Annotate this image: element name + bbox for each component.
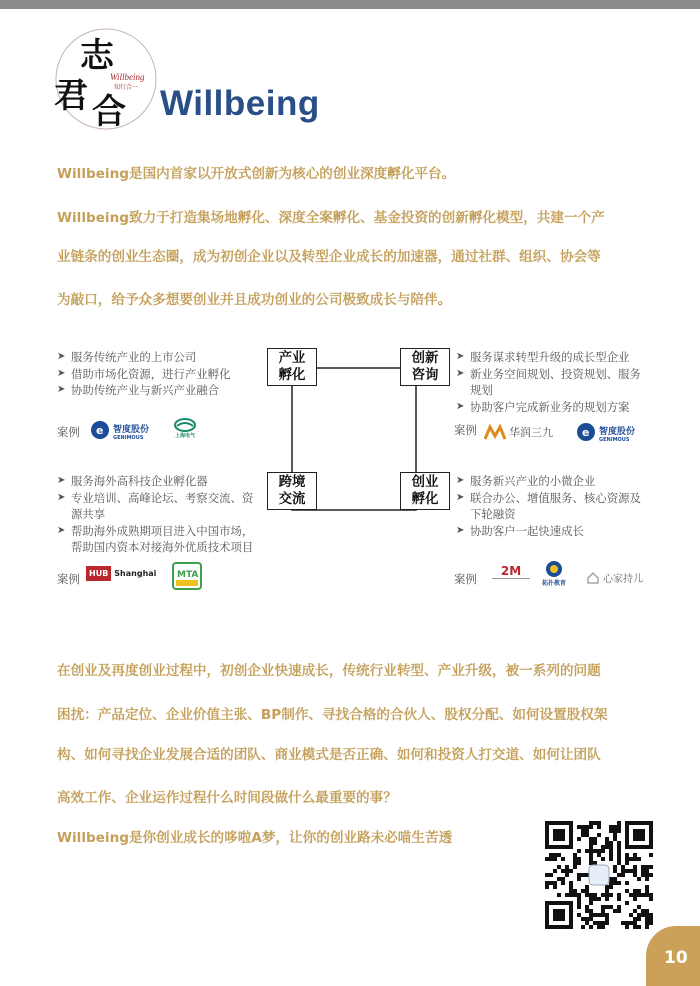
arrow-bullet-icon: ➤ [456, 367, 465, 379]
bullets-innovation [456, 349, 652, 415]
case-label: 案例 [57, 572, 80, 586]
arrow-bullet-icon: ➤ [57, 475, 66, 486]
intro-line: Willbeing是国内首家以开放式创新为核心的创业深度孵化平台。 [57, 166, 456, 182]
case-logo-mta [172, 562, 202, 590]
genimous-logo-icon [576, 422, 596, 445]
genimous-logo-icon [90, 420, 110, 443]
list-item: ➤ 专业培训、高峰论坛、考察交流、资源共享 [57, 490, 254, 521]
tuopu-logo-icon [545, 560, 563, 578]
brand-logo [52, 25, 160, 133]
case-logo-text: 智度股份 [599, 427, 636, 437]
box-cross-border [267, 472, 317, 510]
service-diagram [52, 340, 662, 600]
case-logo-shanghai-electric [174, 418, 196, 439]
qr-code-icon [545, 821, 653, 929]
list-item: ➤ 协助客户一起快速成长 [456, 523, 584, 538]
case-label: 案例 [454, 423, 477, 437]
case-logo-sub: Shanghai [114, 569, 157, 578]
logo-cn-small: 知行合一 [114, 84, 139, 91]
body-line: 在创业及再度创业过程中，初创企业快速成长，传统行业转型、产业升级，被一系列的问题 [57, 663, 601, 679]
intro-line: Willbeing致力于打造集场地孵化、深度全案孵化、基金投资的创新孵化模型，共建一个产 [57, 210, 605, 226]
logo-glyph-1: 志 [80, 36, 114, 76]
list-item: ➤ 协助客户完成新业务的规划方案 [456, 399, 630, 414]
case-logo-text: 拓扑教育 [542, 580, 567, 587]
case-logo-xinjia [586, 570, 643, 585]
case-logo-2m [492, 564, 530, 582]
list-item: ➤ 服务新兴产业的小微企业 [456, 474, 596, 488]
hub-logo-icon: HUB [86, 566, 111, 581]
case-logo-hub [86, 566, 156, 581]
body-line: 构、如何寻找企业发展合适的团队、商业模式是否正确、如何和投资人打交道、如何让团队 [57, 747, 601, 763]
mta-logo-icon [172, 562, 202, 590]
list-item: ➤ 服务传统产业的上市公司 [57, 350, 197, 364]
case-logo-sub: GENIMOUS [599, 437, 630, 443]
list-item: ➤ 服务海外高科技企业孵化器 [57, 474, 208, 488]
svg-text:e: e [582, 426, 590, 439]
2m-logo-icon: 2M [500, 564, 522, 578]
logo-glyph-2: 君 [54, 76, 88, 116]
list-item: ➤ 新业务空间规划、投资规划、服务规划 [456, 366, 641, 397]
arrow-bullet-icon: ➤ [456, 524, 465, 536]
list-item: ➤ 协助传统产业与新兴产业融合 [57, 383, 220, 397]
box-startup-incubation [400, 472, 450, 510]
brand-title: Willbeing [160, 84, 320, 123]
case-logo-text: 心家持儿 [603, 574, 643, 585]
case-logo-text: 智度股份 [113, 425, 150, 435]
arrow-bullet-icon: ➤ [57, 351, 66, 362]
list-item: ➤ 服务谋求转型升级的成长型企业 [456, 350, 630, 364]
case-logo-crs999 [484, 424, 553, 440]
logo-en: Willbeing [110, 72, 145, 82]
top-bar [0, 0, 700, 9]
case-logo-text: 华润三九 [509, 426, 553, 439]
body-line: 困扰：产品定位、企业价值主张、BP制作、寻找合格的合伙人、股权分配、如何设置股权架 [57, 707, 608, 723]
huarun-logo-icon [484, 424, 506, 440]
case-logo-text: 上海电气 [174, 433, 195, 439]
box-industry-incubation [267, 348, 317, 386]
intro-line: 为敲口，给予众多想要创业并且成功创业的公司极致成长与陪伴。 [57, 292, 452, 308]
box-line: 创新 [411, 351, 439, 366]
body-line: 高效工作、企业运作过程什么时间段做什么最重要的事？ [57, 790, 397, 806]
case-label: 案例 [57, 425, 80, 439]
arrow-bullet-icon: ➤ [57, 367, 66, 379]
closing-line: Willbeing是你创业成长的哆啦A梦，让你的创业路未必喵生苦透 [57, 830, 453, 846]
arrow-bullet-icon: ➤ [456, 475, 465, 486]
box-line: 产业 [278, 351, 306, 366]
list-item: ➤ 帮助海外成熟期项目进入中国市场，帮助国内资本对接海外优质技术项目 [57, 523, 254, 554]
case-logo-tuopu [542, 560, 566, 587]
arrow-bullet-icon: ➤ [57, 524, 66, 536]
list-item: ➤ 借助市场化资源，进行产业孵化 [57, 366, 231, 381]
box-line: 交流 [278, 492, 306, 507]
bullets-cross-border [57, 473, 262, 556]
box-line: 孵化 [411, 492, 439, 507]
box-line: 跨境 [278, 475, 306, 490]
arrow-bullet-icon: ➤ [456, 400, 465, 412]
bullets-startup [456, 473, 652, 539]
svg-text:MTA: MTA [177, 570, 199, 580]
svg-text:e: e [96, 424, 104, 437]
page-number: 10 [646, 926, 700, 986]
arrow-bullet-icon: ➤ [456, 351, 465, 362]
arrow-bullet-icon: ➤ [57, 491, 66, 503]
case-label: 案例 [454, 572, 477, 586]
list-item: ➤ 联合办公、增值服务、核心资源及下轮融资 [456, 490, 641, 521]
bullets-industry [57, 349, 257, 399]
shanghai-electric-logo-icon [174, 418, 196, 432]
box-line: 咨询 [411, 368, 439, 383]
box-line: 创业 [411, 475, 439, 490]
intro-line: 业链条的创业生态圈，成为初创企业以及转型企业成长的加速器，通过社群、组织、协会等 [57, 249, 601, 265]
logo-glyph-3: 合 [92, 92, 126, 132]
house-logo-icon [586, 571, 600, 585]
arrow-bullet-icon: ➤ [57, 384, 66, 395]
box-innovation-consulting [400, 348, 450, 386]
arrow-bullet-icon: ➤ [456, 491, 465, 503]
case-logo-sub: GENIMOUS [113, 435, 144, 441]
case-logo-genimous-2 [576, 422, 635, 445]
case-logo-genimous [90, 420, 149, 443]
box-line: 孵化 [278, 368, 306, 383]
